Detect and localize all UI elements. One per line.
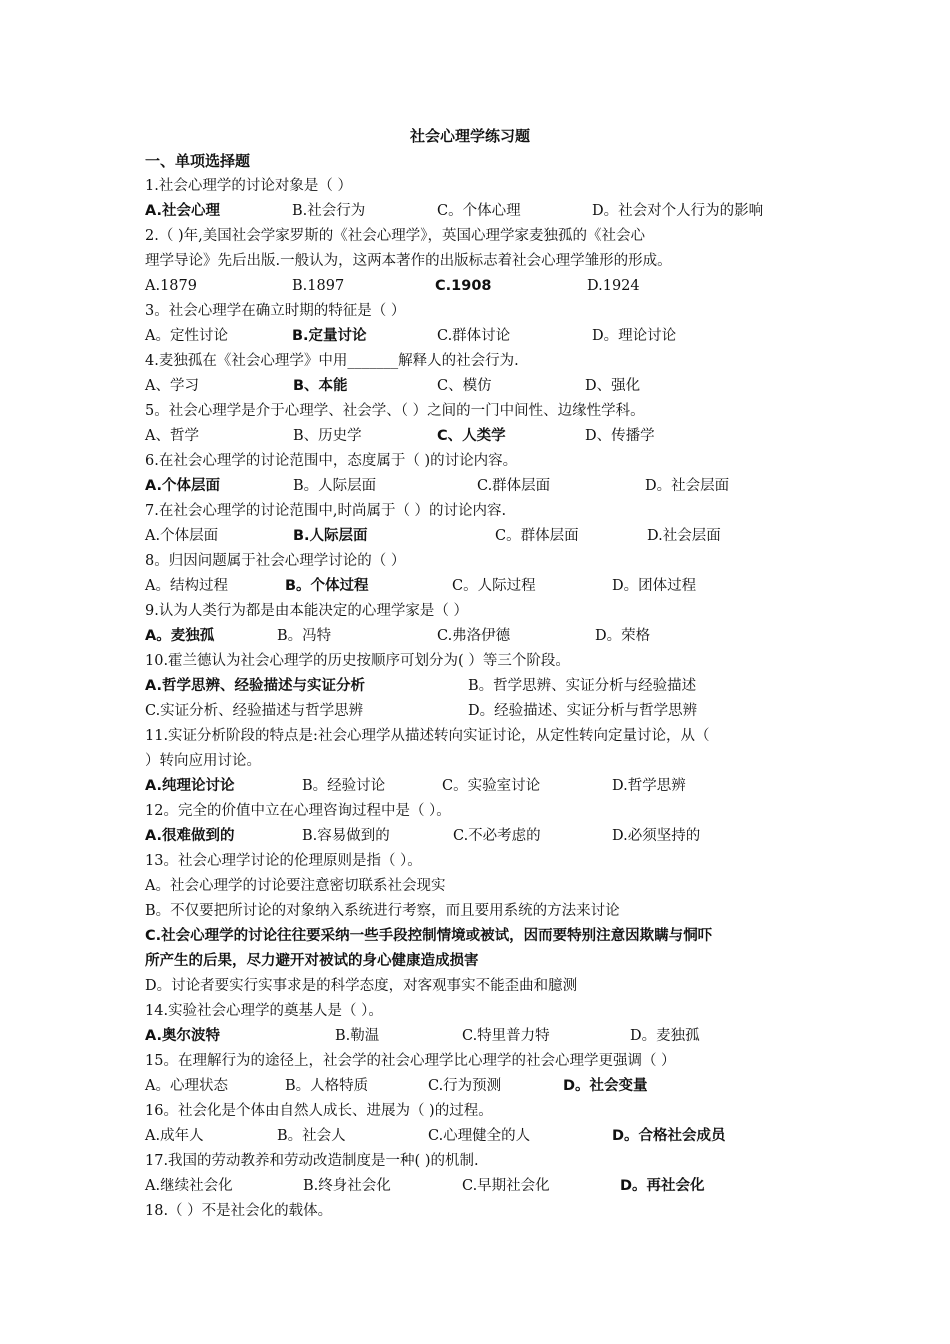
answer-option: C.弗洛伊德 <box>437 628 511 644</box>
options-row <box>145 1124 815 1149</box>
answer-option: D。理论讨论 <box>592 328 677 344</box>
answer-option: C.群体层面 <box>477 478 551 494</box>
options-row <box>145 824 815 849</box>
answer-option-correct: A.个体层面 <box>145 478 220 494</box>
answer-option: D。社会层面 <box>645 478 730 494</box>
options-row <box>145 699 815 724</box>
answer-option: A.1879 <box>145 278 197 294</box>
answer-option-correct: A.纯理论讨论 <box>145 778 235 794</box>
question-list <box>145 174 815 1224</box>
answer-option: C.不必考虑的 <box>453 828 541 844</box>
answer-option: B。人格特质 <box>285 1078 369 1094</box>
answer-option: B.终身社会化 <box>303 1178 391 1194</box>
question-text: 理学导论》先后出版.一般认为，这两本著作的出版标志着社会心理学雏形的形成。 <box>145 253 672 269</box>
options-row <box>145 199 815 224</box>
answer-option: A、学习 <box>145 378 199 394</box>
options-row <box>145 1174 815 1199</box>
answer-option: D。经验描述、实证分析与哲学思辨 <box>468 703 698 719</box>
answer-option: C、模仿 <box>437 378 492 394</box>
options-row <box>145 474 815 499</box>
question-text: 14.实验社会心理学的奠基人是（ ）。 <box>145 1003 383 1019</box>
answer-option: D、传播学 <box>585 428 655 444</box>
answer-option: C.特里普力特 <box>462 1028 550 1044</box>
answer-option: D.1924 <box>587 278 640 294</box>
answer-option: D、强化 <box>585 378 641 394</box>
answer-option: B.社会行为 <box>292 203 366 219</box>
answer-option: A.继续社会化 <box>145 1178 233 1194</box>
section-heading: 一、单项选择题 <box>145 152 251 170</box>
options-row <box>145 774 815 799</box>
answer-option: B。社会人 <box>277 1128 346 1144</box>
question-text: C.社会心理学的讨论往往要采纳一些手段控制情境或被试，因而要特别注意因欺瞒与恫吓 <box>145 928 713 944</box>
answer-option-correct: A.奥尔波特 <box>145 1028 220 1044</box>
answer-option-correct: B、本能 <box>293 378 348 394</box>
answer-option: A.成年人 <box>145 1128 204 1144</box>
answer-option-correct: D。再社会化 <box>620 1178 705 1194</box>
answer-option: A、哲学 <box>145 428 199 444</box>
answer-option-correct: A。麦独孤 <box>145 628 215 644</box>
question-text: 16。社会化是个体由自然人成长、进展为（ )的过程。 <box>145 1103 493 1119</box>
answer-option-correct: B.定量讨论 <box>292 328 367 344</box>
options-row <box>145 324 815 349</box>
question-text: B。不仅要把所讨论的对象纳入系统进行考察，而且要用系统的方法来讨论 <box>145 903 620 919</box>
answer-option-correct: D。社会变量 <box>563 1078 648 1094</box>
answer-option-correct: B。个体过程 <box>285 578 369 594</box>
answer-option: A。定性讨论 <box>145 328 228 344</box>
answer-option: D。社会对个人行为的影响 <box>592 203 764 219</box>
question-text: 所产生的后果，尽力避开对被试的身心健康造成损害 <box>145 953 479 969</box>
answer-option-correct: C、人类学 <box>437 428 506 444</box>
options-row <box>145 1024 815 1049</box>
answer-option: D.必须坚持的 <box>612 828 701 844</box>
options-row <box>145 674 815 699</box>
answer-option: D。团体过程 <box>612 578 697 594</box>
question-text: 6.在社会心理学的讨论范围中，态度属于（ )的讨论内容。 <box>145 453 518 469</box>
question-text: 8。归因问题属于社会心理学讨论的（ ） <box>145 553 406 569</box>
answer-option: B。人际层面 <box>293 478 377 494</box>
options-row <box>145 624 815 649</box>
question-text: 1.社会心理学的讨论对象是（ ） <box>145 178 352 194</box>
answer-option: A。结构过程 <box>145 578 228 594</box>
options-row <box>145 1074 815 1099</box>
answer-option-correct: A.很难做到的 <box>145 828 235 844</box>
answer-option: B、历史学 <box>293 428 362 444</box>
answer-option: B.容易做到的 <box>302 828 390 844</box>
answer-option-correct: C.1908 <box>435 278 492 294</box>
options-row <box>145 274 815 299</box>
options-row <box>145 374 815 399</box>
answer-option: C。群体层面 <box>495 528 579 544</box>
question-text: 4.麦独孤在《社会心理学》中用_______解释人的社会行为. <box>145 353 519 369</box>
answer-option: C。实验室讨论 <box>442 778 541 794</box>
answer-option: B。经验讨论 <box>302 778 386 794</box>
question-text: 9.认为人类行为都是由本能决定的心理学家是（ ） <box>145 603 468 619</box>
question-text: 11.实证分析阶段的特点是:社会心理学从描述转向实证讨论，从定性转向定量讨论，从（ <box>145 728 710 744</box>
question-text: 3。社会心理学在确立时期的特征是（ ） <box>145 303 406 319</box>
question-text: 15。在理解行为的途径上，社会学的社会心理学比心理学的社会心理学更强调（ ） <box>145 1053 676 1069</box>
options-row <box>145 424 815 449</box>
question-text: 13。社会心理学讨论的伦理原则是指（ ）。 <box>145 853 422 869</box>
answer-option: B.1897 <box>292 278 345 294</box>
answer-option: D。荣格 <box>595 628 651 644</box>
page-title: 社会心理学练习题 <box>410 127 531 145</box>
answer-option-correct: A.哲学思辨、经验描述与实证分析 <box>145 678 365 694</box>
question-text: 7.在社会心理学的讨论范围中,时尚属于（ ）的讨论内容. <box>145 503 507 519</box>
question-text: D。讨论者要实行实事求是的科学态度，对客观事实不能歪曲和臆测 <box>145 978 578 994</box>
answer-option: B。哲学思辨、实证分析与经验描述 <box>468 678 697 694</box>
answer-option: C。个体心理 <box>437 203 521 219</box>
answer-option: B.勒温 <box>335 1028 380 1044</box>
answer-option: D.社会层面 <box>647 528 721 544</box>
answer-option: C.早期社会化 <box>462 1178 550 1194</box>
options-row <box>145 574 815 599</box>
question-text: 10.霍兰德认为社会心理学的历史按顺序可划分为( ）等三个阶段。 <box>145 653 570 669</box>
answer-option: C.心理健全的人 <box>428 1128 531 1144</box>
answer-option-correct: B.人际层面 <box>293 528 368 544</box>
question-text: 12。完全的价值中立在心理咨询过程中是（ ）。 <box>145 803 451 819</box>
answer-option-correct: D。合格社会成员 <box>612 1128 726 1144</box>
answer-option: D.哲学思辨 <box>612 778 686 794</box>
answer-option: D。麦独孤 <box>630 1028 700 1044</box>
answer-option: B。冯特 <box>277 628 332 644</box>
question-text: 18.（ ）不是社会化的载体。 <box>145 1203 333 1219</box>
question-text: ）转向应用讨论。 <box>145 753 261 769</box>
question-text: 17.我国的劳动教养和劳动改造制度是一种( )的机制. <box>145 1153 479 1169</box>
answer-option: C.行为预测 <box>428 1078 502 1094</box>
question-text: A。社会心理学的讨论要注意密切联系社会现实 <box>145 878 446 894</box>
options-row <box>145 524 815 549</box>
question-text: 5。社会心理学是介于心理学、社会学、（ ）之间的一门中间性、边缘性学科。 <box>145 403 645 419</box>
answer-option: C.群体讨论 <box>437 328 511 344</box>
answer-option: C.实证分析、经验描述与哲学思辨 <box>145 703 364 719</box>
answer-option: C。人际过程 <box>452 578 536 594</box>
answer-option: A.个体层面 <box>145 528 219 544</box>
answer-option-correct: A.社会心理 <box>145 203 220 219</box>
answer-option: A。心理状态 <box>145 1078 228 1094</box>
question-text: 2.（ )年,美国社会学家罗斯的《社会心理学》，英国心理学家麦独孤的《社会心 <box>145 228 645 244</box>
